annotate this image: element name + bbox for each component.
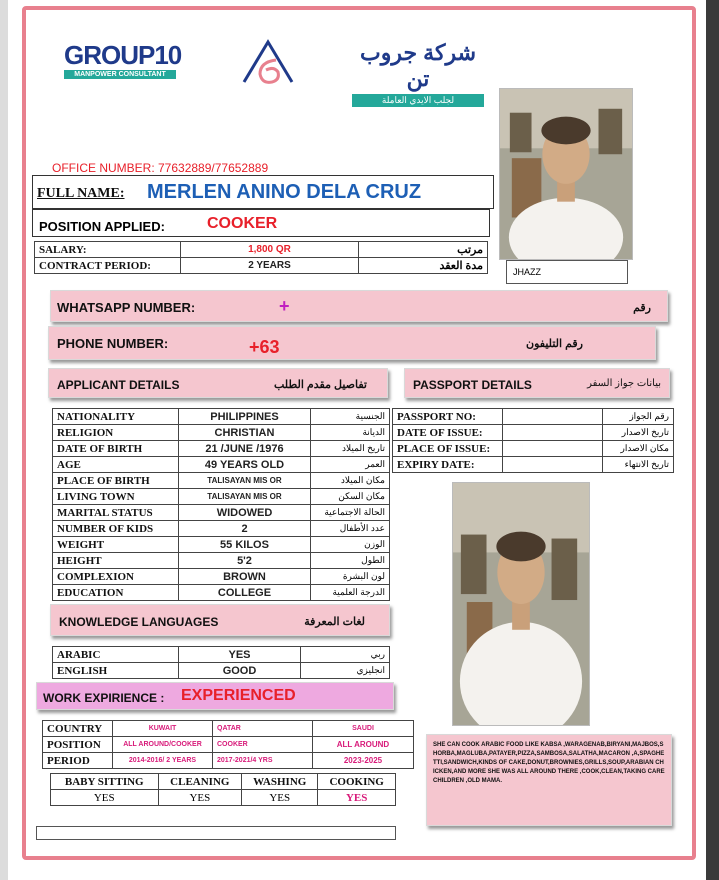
skill-value: YES [158,790,242,806]
position-box [32,209,490,237]
photo-caption: JHAZZ [506,260,628,284]
applicant-photo [499,88,633,260]
detail-row: LIVING TOWN TALISAYAN MIS OR مكان السكن [53,489,390,505]
remarks-text: SHE CAN COOK ARABIC FOOD LIKE KABSA ,WARAGENAB,BIRYANI,MAJBOS,SHORBA,MAGLUBA,PATAYER,PIZZA,SAMBOSA,SALATHA,MACARON ,A,SPAGHETTI,SANDWICH,KINDS OF CAKE,DONUT,BROWNIES,GRILLS,SOUP,ARABIAN CHICKEN,AND MORE SHE WAS ALL AROUND THERE ,COOK,CLEAN,TAKING CARE CHILDREN ,OLD MAMA. [433,742,665,784]
skill-label: CLEANING [158,774,242,790]
country-row: COUNTRY KUWAIT QATAR SAUDI [43,721,414,737]
skill-value: YES [318,790,396,806]
work-experience-value: EXPERIENCED [181,687,296,704]
period-row: PERIOD 2014-2016/ 2 YEARS 2017-2021/4 YRS 2023-2025 [43,753,414,769]
skills-value-row [51,790,396,806]
full-name-value: MERLEN ANINO DELA CRUZ [147,181,422,203]
phone-value: +63 [249,337,280,357]
skill-value: YES [51,790,159,806]
skill-label: WASHING [242,774,318,790]
whatsapp-value: + [279,296,290,316]
skills-table [50,773,396,806]
detail-row: PLACE OF BIRTH TALISAYAN MIS OR مكان الميلاد [53,473,390,489]
applicant-full-photo [452,482,590,726]
applicant-details-table [52,408,390,601]
skills-label-row [51,774,396,790]
detail-row: NATIONALITY PHILIPPINES الجنسية [53,409,390,425]
passport-row: PASSPORT NO: رقم الجواز [393,409,674,425]
passport-table [392,408,674,473]
skill-label: COOKING [318,774,396,790]
position-row: POSITION ALL AROUND/COOKER COOKER ALL AROUND [43,737,414,753]
phone-box: PHONE NUMBER: +63 رقم التليفون [48,326,656,360]
contract-row: CONTRACT PERIOD: 2 YEARS مدة العقد [35,258,488,274]
house-emblem-icon [240,36,296,86]
experience-table [42,720,414,769]
work-experience-header: WORK EXPIRIENCE : EXPERIENCED [36,682,394,710]
remarks-box [426,734,672,826]
whatsapp-label: WHATSAPP NUMBER: [57,300,196,315]
whatsapp-box: WHATSAPP NUMBER: + رقم [50,290,668,322]
languages-header: KNOWLEDGE LANGUAGES لغات المعرفة [50,604,390,636]
detail-row: HEIGHT 5'2 الطول [53,553,390,569]
position-label: POSITION APPLIED: [39,219,165,234]
full-name-box [32,175,494,209]
passport-row: PLACE OF ISSUE: مكان الاصدار [393,441,674,457]
group10-logo: GROUP10 MANPOWER CONSULTANT [64,40,182,78]
languages-table [52,646,390,679]
detail-row: COMPLEXION BROWN لون البشرة [53,569,390,585]
signature-box [36,826,396,840]
phone-label: PHONE NUMBER: [57,336,169,351]
passport-row: DATE OF ISSUE: تاريخ الاصدار [393,425,674,441]
window-edge [706,0,719,880]
detail-row: WEIGHT 55 KILOS الوزن [53,537,390,553]
detail-row: MARITAL STATUS WIDOWED الحالة الاجتماعية [53,505,390,521]
skill-label: BABY SITTING [51,774,159,790]
position-value: COOKER [207,215,278,232]
detail-row: RELIGION CHRISTIAN الديانة [53,425,390,441]
detail-row: AGE 49 YEARS OLD العمر [53,457,390,473]
applicant-details-header: APPLICANT DETAILS تفاصيل مقدم الطلب [48,368,388,398]
arabic-company-logo: شركة جروب تن لجلب الايدي العاملة [352,40,484,107]
salary-row: SALARY: 1,800 QR مرتب [35,242,488,258]
language-row: ENGLISH GOOD انجليزي [53,663,390,679]
salary-table [34,241,488,274]
full-name-label: FULL NAME: [37,186,125,201]
detail-row: NUMBER OF KIDS 2 عدد الأطفال [53,521,390,537]
detail-row: EDUCATION COLLEGE الدرجة العلمية [53,585,390,601]
passport-details-header: PASSPORT DETAILS بيانات جواز السفر [404,368,670,398]
language-row: ARABIC YES ربي [53,647,390,663]
office-number: OFFICE NUMBER: 77632889/77652889 [52,161,269,175]
skill-value: YES [242,790,318,806]
detail-row: DATE OF BIRTH 21 /JUNE /1976 تاريخ الميلاد [53,441,390,457]
passport-row: EXPIRY DATE: تاريخ الانتهاء [393,457,674,473]
